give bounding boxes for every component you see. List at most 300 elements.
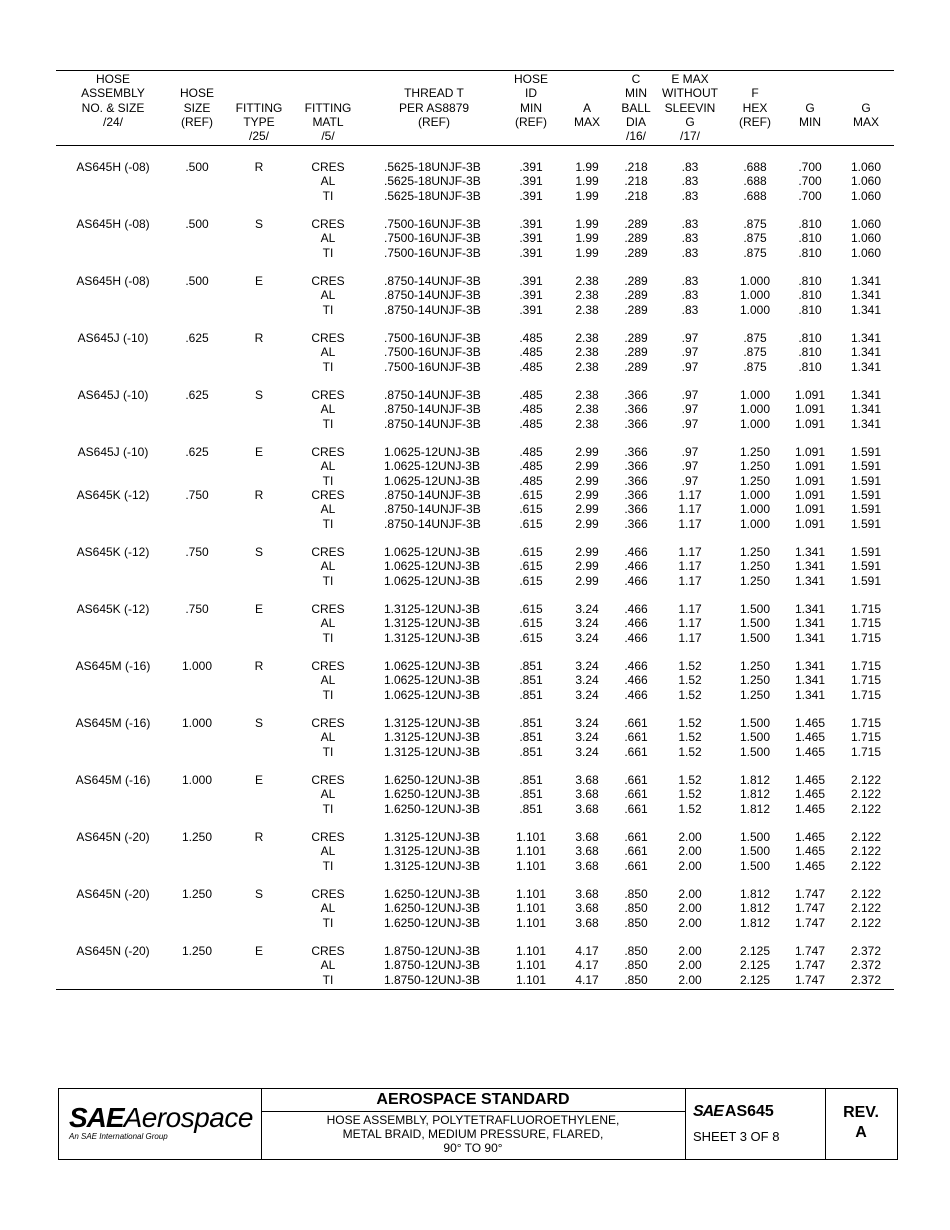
hose-id-min: .851 <box>519 716 543 730</box>
e-max: 1.52 <box>678 673 702 688</box>
a-max: 3.68 <box>575 887 599 901</box>
f-hex: 1.500 <box>739 744 771 759</box>
e-max: 1.52 <box>678 659 702 673</box>
header-fitting-matl: FITTING MATL /5/ <box>304 100 352 144</box>
c-min-ball-dia: .366 <box>624 502 648 517</box>
hose-id-min: .851 <box>519 744 543 759</box>
e-max: 1.17 <box>678 602 702 616</box>
g-min: 1.091 <box>794 502 826 517</box>
g-max: 1.715 <box>850 730 882 745</box>
c-min-ball-dia: .289 <box>624 245 648 260</box>
c-min-ball-dia: .218 <box>624 160 648 174</box>
g-min: .810 <box>798 245 822 260</box>
header-g-min: G MIN <box>799 100 821 129</box>
hose-id-min: .485 <box>519 445 543 459</box>
g-max: 1.341 <box>850 302 882 317</box>
g-min: 1.465 <box>794 801 826 816</box>
fitting-matl: CRES <box>311 445 345 459</box>
g-max: 1.341 <box>850 416 882 431</box>
c-min-ball-dia: .850 <box>624 972 648 987</box>
thread-t: 1.3125-12UNJ-3B <box>384 858 481 873</box>
assembly-number: AS645M (-16) <box>75 716 151 730</box>
hose-id-min: .391 <box>519 160 543 174</box>
thread-t: 1.0625-12UNJ-3B <box>384 559 481 574</box>
e-max: 2.00 <box>678 958 702 973</box>
g-min: 1.341 <box>794 573 826 588</box>
fitting-type: E <box>254 602 264 616</box>
fitting-matl: TI <box>322 188 334 203</box>
thread-t: 1.0625-12UNJ-3B <box>384 459 481 474</box>
a-max: 2.99 <box>575 445 599 459</box>
e-max: .97 <box>681 445 699 459</box>
hose-id-min: .391 <box>519 274 543 288</box>
e-max: 1.17 <box>678 630 702 645</box>
f-hex: 1.250 <box>739 687 771 702</box>
a-max: 2.99 <box>575 573 599 588</box>
revision-value: A <box>855 1124 867 1141</box>
f-hex: 1.250 <box>739 545 771 559</box>
fitting-type: E <box>254 274 264 288</box>
g-max: 1.715 <box>850 744 882 759</box>
fitting-type: R <box>254 160 264 174</box>
e-max: .83 <box>681 274 699 288</box>
revision-label: REV. <box>843 1104 879 1121</box>
fitting-matl: CRES <box>311 773 345 787</box>
fitting-matl: CRES <box>311 944 345 958</box>
hose-id-min: .391 <box>519 231 543 246</box>
fitting-type: S <box>254 545 264 559</box>
g-min: 1.747 <box>794 958 826 973</box>
e-max: 2.00 <box>678 858 702 873</box>
g-max: 1.591 <box>850 573 882 588</box>
hose-size: .750 <box>185 602 209 616</box>
c-min-ball-dia: .661 <box>624 844 648 859</box>
fitting-matl: TI <box>322 744 334 759</box>
g-max: 2.122 <box>850 844 882 859</box>
header-f-hex: F HEX (REF) <box>739 86 771 129</box>
g-max: 1.341 <box>850 388 882 402</box>
a-max: 3.68 <box>575 830 599 844</box>
fitting-matl: CRES <box>311 274 345 288</box>
thread-t: 1.6250-12UNJ-3B <box>384 787 481 802</box>
e-max: 1.17 <box>678 488 702 502</box>
document-description <box>261 1113 685 1155</box>
hose-id-min: .485 <box>519 473 543 488</box>
e-max: .97 <box>681 331 699 345</box>
g-min: 1.465 <box>794 830 826 844</box>
thread-t: 1.8750-12UNJ-3B <box>384 958 481 973</box>
a-max: 2.99 <box>575 473 599 488</box>
a-max: 3.68 <box>575 901 599 916</box>
g-max: 1.591 <box>850 459 882 474</box>
fitting-matl: AL <box>320 174 336 189</box>
thread-t: 1.3125-12UNJ-3B <box>384 716 481 730</box>
f-hex: 1.500 <box>739 830 771 844</box>
fitting-matl: CRES <box>311 217 345 231</box>
logo-sae: SAE <box>69 1102 124 1133</box>
hose-id-min: 1.101 <box>515 944 547 958</box>
g-max: 1.341 <box>850 345 882 360</box>
c-min-ball-dia: .661 <box>624 716 648 730</box>
f-hex: 1.250 <box>739 573 771 588</box>
g-min: 1.747 <box>794 915 826 930</box>
fitting-matl: AL <box>320 730 336 745</box>
g-min: 1.465 <box>794 730 826 745</box>
c-min-ball-dia: .661 <box>624 773 648 787</box>
header-e-max: E MAX WITHOUT SLEEVIN G /17/ <box>662 72 718 144</box>
f-hex: 1.000 <box>739 302 771 317</box>
g-max: 1.715 <box>850 716 882 730</box>
f-hex: .688 <box>743 188 767 203</box>
hose-id-min: .615 <box>519 630 543 645</box>
fitting-matl: AL <box>320 616 336 631</box>
g-min: 1.341 <box>794 630 826 645</box>
a-max: 4.17 <box>575 972 599 987</box>
e-max: 1.52 <box>678 744 702 759</box>
hose-size: .625 <box>185 388 209 402</box>
g-max: 1.060 <box>850 245 882 260</box>
e-max: .83 <box>681 231 699 246</box>
g-min: .700 <box>798 160 822 174</box>
f-hex: 2.125 <box>739 972 771 987</box>
thread-t: 1.0625-12UNJ-3B <box>384 473 481 488</box>
c-min-ball-dia: .661 <box>624 744 648 759</box>
hose-id-min: 1.101 <box>515 901 547 916</box>
assembly-number: AS645J (-10) <box>77 388 149 402</box>
dimensions-table <box>56 70 894 990</box>
fitting-matl: TI <box>322 245 334 260</box>
c-min-ball-dia: .466 <box>624 630 648 645</box>
g-max: 1.060 <box>850 231 882 246</box>
hose-id-min: 1.101 <box>515 830 547 844</box>
hose-id-min: .485 <box>519 402 543 417</box>
e-max: .83 <box>681 188 699 203</box>
hose-id-min: .615 <box>519 516 543 531</box>
e-max: .83 <box>681 302 699 317</box>
fitting-matl: TI <box>322 972 334 987</box>
hose-id-min: .485 <box>519 459 543 474</box>
thread-t: 1.3125-12UNJ-3B <box>384 830 481 844</box>
a-max: 3.24 <box>575 659 599 673</box>
e-max: 1.52 <box>678 787 702 802</box>
thread-t: 1.3125-12UNJ-3B <box>384 844 481 859</box>
e-max: 2.00 <box>678 915 702 930</box>
fitting-type: R <box>254 659 264 673</box>
a-max: 3.24 <box>575 673 599 688</box>
fitting-matl: TI <box>322 858 334 873</box>
thread-t: .8750-14UNJF-3B <box>384 416 481 431</box>
c-min-ball-dia: .661 <box>624 830 648 844</box>
hose-id-min: 1.101 <box>515 958 547 973</box>
hose-id-min: .851 <box>519 773 543 787</box>
e-max: .97 <box>681 402 699 417</box>
f-hex: .875 <box>743 331 767 345</box>
fitting-matl: TI <box>322 915 334 930</box>
g-min: 1.341 <box>794 687 826 702</box>
thread-t: 1.6250-12UNJ-3B <box>384 801 481 816</box>
header-thread-t: THREAD T PER AS8879 (REF) <box>399 86 470 129</box>
f-hex: 1.000 <box>739 402 771 417</box>
table-header <box>56 70 894 146</box>
description-line: METAL BRAID, MEDIUM PRESSURE, FLARED, <box>342 1127 604 1141</box>
f-hex: 1.500 <box>739 858 771 873</box>
c-min-ball-dia: .366 <box>624 445 648 459</box>
a-max: 2.38 <box>575 345 599 360</box>
c-min-ball-dia: .289 <box>624 288 648 303</box>
g-max: 1.591 <box>850 488 882 502</box>
g-min: 1.747 <box>794 972 826 987</box>
a-max: 2.38 <box>575 274 599 288</box>
e-max: .97 <box>681 416 699 431</box>
fitting-type: S <box>254 217 264 231</box>
e-max: 2.00 <box>678 844 702 859</box>
g-min: 1.091 <box>794 473 826 488</box>
description-line: 90° TO 90° <box>443 1141 503 1155</box>
c-min-ball-dia: .850 <box>624 944 648 958</box>
assembly-number: AS645K (-12) <box>76 602 150 616</box>
a-max: 2.38 <box>575 331 599 345</box>
g-min: 1.747 <box>794 944 826 958</box>
f-hex: 1.250 <box>739 473 771 488</box>
hose-size: .500 <box>185 217 209 231</box>
hose-id-min: .615 <box>519 559 543 574</box>
g-max: 2.372 <box>850 944 882 958</box>
thread-t: 1.3125-12UNJ-3B <box>384 730 481 745</box>
c-min-ball-dia: .466 <box>624 616 648 631</box>
e-max: 2.00 <box>678 901 702 916</box>
a-max: 1.99 <box>575 217 599 231</box>
c-min-ball-dia: .366 <box>624 416 648 431</box>
f-hex: 1.500 <box>739 602 771 616</box>
a-max: 3.24 <box>575 602 599 616</box>
fitting-matl: CRES <box>311 331 345 345</box>
f-hex: 1.500 <box>739 630 771 645</box>
g-max: 1.060 <box>850 188 882 203</box>
a-max: 2.99 <box>575 459 599 474</box>
g-max: 1.341 <box>850 288 882 303</box>
f-hex: 1.000 <box>739 416 771 431</box>
a-max: 2.99 <box>575 559 599 574</box>
assembly-number: AS645K (-12) <box>76 545 150 559</box>
g-min: 1.091 <box>794 488 826 502</box>
g-max: 1.341 <box>850 331 882 345</box>
thread-t: 1.3125-12UNJ-3B <box>384 744 481 759</box>
a-max: 2.38 <box>575 359 599 374</box>
hose-id-min: .391 <box>519 288 543 303</box>
a-max: 1.99 <box>575 245 599 260</box>
g-min: .810 <box>798 274 822 288</box>
c-min-ball-dia: .366 <box>624 388 648 402</box>
assembly-number: AS645J (-10) <box>77 331 149 345</box>
g-min: 1.091 <box>794 402 826 417</box>
logo-aerospace: Aerospace <box>123 1102 253 1133</box>
hose-id-min: .615 <box>519 616 543 631</box>
revision-box <box>825 1089 897 1159</box>
e-max: 1.17 <box>678 545 702 559</box>
c-min-ball-dia: .661 <box>624 730 648 745</box>
g-min: 1.465 <box>794 773 826 787</box>
e-max: 1.17 <box>678 516 702 531</box>
f-hex: .688 <box>743 160 767 174</box>
thread-t: 1.0625-12UNJ-3B <box>384 673 481 688</box>
f-hex: 1.000 <box>739 288 771 303</box>
hose-id-min: .851 <box>519 659 543 673</box>
e-max: .83 <box>681 160 699 174</box>
f-hex: .875 <box>743 217 767 231</box>
fitting-matl: TI <box>322 359 334 374</box>
g-max: 2.122 <box>850 801 882 816</box>
fitting-matl: TI <box>322 516 334 531</box>
g-min: 1.091 <box>794 416 826 431</box>
fitting-type: R <box>254 488 264 502</box>
a-max: 1.99 <box>575 174 599 189</box>
e-max: .83 <box>681 288 699 303</box>
fitting-matl: CRES <box>311 545 345 559</box>
e-max: 2.00 <box>678 944 702 958</box>
c-min-ball-dia: .466 <box>624 673 648 688</box>
c-min-ball-dia: .366 <box>624 516 648 531</box>
f-hex: 2.125 <box>739 958 771 973</box>
thread-t: .8750-14UNJF-3B <box>384 488 481 502</box>
a-max: 3.24 <box>575 630 599 645</box>
a-max: 3.68 <box>575 915 599 930</box>
g-min: 1.091 <box>794 445 826 459</box>
a-max: 3.68 <box>575 844 599 859</box>
hose-id-min: 1.101 <box>515 858 547 873</box>
hose-id-min: .485 <box>519 416 543 431</box>
hose-id-min: .615 <box>519 488 543 502</box>
hose-size: .750 <box>185 545 209 559</box>
fitting-matl: TI <box>322 573 334 588</box>
f-hex: .875 <box>743 231 767 246</box>
thread-t: .8750-14UNJF-3B <box>384 402 481 417</box>
thread-t: .8750-14UNJF-3B <box>384 502 481 517</box>
thread-t: .8750-14UNJF-3B <box>384 388 481 402</box>
thread-t: .7500-16UNJF-3B <box>384 231 481 246</box>
g-min: .810 <box>798 217 822 231</box>
fitting-matl: CRES <box>311 716 345 730</box>
hose-id-min: .391 <box>519 245 543 260</box>
e-max: .83 <box>681 245 699 260</box>
e-max: .97 <box>681 459 699 474</box>
f-hex: 1.250 <box>739 445 771 459</box>
e-max: 1.52 <box>678 730 702 745</box>
thread-t: 1.0625-12UNJ-3B <box>384 687 481 702</box>
g-min: 1.091 <box>794 459 826 474</box>
f-hex: 1.000 <box>739 388 771 402</box>
c-min-ball-dia: .218 <box>624 174 648 189</box>
thread-t: .5625-18UNJF-3B <box>384 160 481 174</box>
a-max: 2.38 <box>575 388 599 402</box>
assembly-number: AS645N (-20) <box>76 830 150 844</box>
e-max: .83 <box>681 174 699 189</box>
a-max: 2.99 <box>575 545 599 559</box>
c-min-ball-dia: .850 <box>624 887 648 901</box>
c-min-ball-dia: .661 <box>624 858 648 873</box>
fitting-type: E <box>254 445 264 459</box>
thread-t: 1.6250-12UNJ-3B <box>384 915 481 930</box>
e-max: .97 <box>681 473 699 488</box>
assembly-number: AS645M (-16) <box>75 773 151 787</box>
f-hex: 2.125 <box>739 944 771 958</box>
a-max: 3.24 <box>575 730 599 745</box>
g-min: 1.091 <box>794 388 826 402</box>
hose-id-min: .615 <box>519 573 543 588</box>
f-hex: 1.812 <box>739 773 771 787</box>
hose-id-min: .851 <box>519 687 543 702</box>
sae-aerospace-logo <box>59 1089 262 1159</box>
fitting-matl: CRES <box>311 160 345 174</box>
f-hex: .875 <box>743 345 767 360</box>
f-hex: 1.250 <box>739 559 771 574</box>
g-max: 1.591 <box>850 445 882 459</box>
e-max: 1.17 <box>678 559 702 574</box>
hose-size: 1.250 <box>181 887 213 901</box>
e-max: 2.00 <box>678 887 702 901</box>
g-min: .810 <box>798 345 822 360</box>
fitting-matl: TI <box>322 302 334 317</box>
fitting-type: E <box>254 944 264 958</box>
g-max: 2.122 <box>850 887 882 901</box>
g-min: 1.465 <box>794 844 826 859</box>
hose-id-min: .391 <box>519 302 543 317</box>
fitting-matl: AL <box>320 844 336 859</box>
a-max: 2.99 <box>575 516 599 531</box>
e-max: 1.17 <box>678 616 702 631</box>
g-max: 1.715 <box>850 616 882 631</box>
table-body <box>56 146 894 990</box>
hose-id-min: .391 <box>519 174 543 189</box>
g-max: 1.341 <box>850 274 882 288</box>
hose-size: 1.250 <box>181 830 213 844</box>
c-min-ball-dia: .366 <box>624 473 648 488</box>
a-max: 4.17 <box>575 944 599 958</box>
g-min: 1.465 <box>794 858 826 873</box>
a-max: 2.38 <box>575 416 599 431</box>
header-c-min-ball-dia: C MIN BALL DIA /16/ <box>621 72 651 144</box>
a-max: 3.68 <box>575 858 599 873</box>
g-max: 2.122 <box>850 830 882 844</box>
g-max: 1.591 <box>850 502 882 517</box>
document-number <box>693 1103 774 1121</box>
g-min: .810 <box>798 359 822 374</box>
g-max: 1.715 <box>850 673 882 688</box>
f-hex: 1.000 <box>739 502 771 517</box>
e-max: 1.52 <box>678 716 702 730</box>
a-max: 2.38 <box>575 288 599 303</box>
a-max: 2.38 <box>575 302 599 317</box>
hose-id-min: 1.101 <box>515 915 547 930</box>
g-max: 1.715 <box>850 602 882 616</box>
g-max: 1.715 <box>850 687 882 702</box>
fitting-matl: AL <box>320 673 336 688</box>
hose-id-min: .391 <box>519 188 543 203</box>
thread-t: 1.0625-12UNJ-3B <box>384 445 481 459</box>
e-max: .97 <box>681 388 699 402</box>
e-max: 2.00 <box>678 830 702 844</box>
hose-size: .625 <box>185 445 209 459</box>
a-max: 3.68 <box>575 801 599 816</box>
hose-size: 1.000 <box>181 659 213 673</box>
thread-t: .5625-18UNJF-3B <box>384 188 481 203</box>
header-g-max: G MAX <box>852 100 879 129</box>
hose-id-min: .851 <box>519 673 543 688</box>
fitting-matl: TI <box>322 630 334 645</box>
fitting-matl: TI <box>322 687 334 702</box>
sae-small-logo: SAE <box>693 1103 723 1120</box>
thread-t: 1.0625-12UNJ-3B <box>384 659 481 673</box>
g-min: 1.341 <box>794 673 826 688</box>
